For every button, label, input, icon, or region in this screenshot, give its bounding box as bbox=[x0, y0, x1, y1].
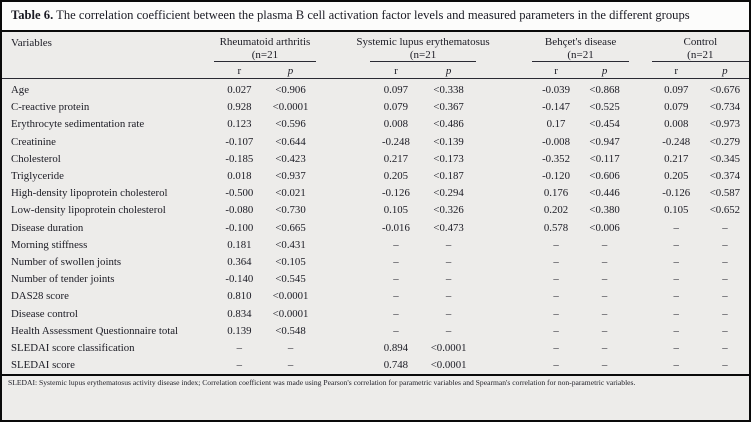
column-gap bbox=[629, 288, 652, 305]
r-value: -0.080 bbox=[225, 204, 254, 217]
r-value: – bbox=[553, 324, 559, 337]
p-value: – bbox=[445, 256, 452, 269]
p-value: <0.345 bbox=[709, 152, 741, 165]
r-column-header: r bbox=[652, 62, 701, 79]
column-gap bbox=[316, 79, 370, 100]
group-name: Control bbox=[683, 36, 718, 48]
table-row bbox=[2, 306, 749, 323]
table-row bbox=[2, 99, 749, 116]
p-value: <0.0001 bbox=[430, 342, 467, 355]
column-gap bbox=[629, 168, 652, 185]
group-n: (n=21 bbox=[687, 48, 714, 61]
p-value: <0.374 bbox=[709, 170, 741, 183]
p-value: <0.545 bbox=[275, 273, 306, 286]
column-gap bbox=[629, 357, 652, 374]
table-row bbox=[2, 271, 749, 288]
column-gap bbox=[629, 220, 652, 237]
r-value: 0.834 bbox=[227, 307, 252, 320]
table-title-text: The correlation coefficient between the plasma B cell activation factor levels and measured parameters in the different groups bbox=[53, 8, 690, 22]
p-value: <0.676 bbox=[709, 84, 741, 96]
r-value: -0.500 bbox=[225, 187, 254, 200]
r-value: – bbox=[673, 221, 679, 234]
group-header-rheumatoid-arthritis bbox=[214, 32, 316, 62]
p-value: – bbox=[287, 342, 294, 355]
r-value: – bbox=[393, 273, 399, 286]
table-row bbox=[2, 151, 749, 168]
table-row bbox=[2, 323, 749, 340]
column-gap bbox=[316, 288, 370, 305]
table-row bbox=[2, 237, 749, 254]
variables-column-header: Variables bbox=[2, 32, 214, 79]
r-value: -0.126 bbox=[662, 187, 691, 200]
r-value: 0.205 bbox=[664, 170, 689, 183]
column-gap bbox=[629, 116, 652, 133]
column-gap bbox=[629, 32, 652, 62]
table-row bbox=[2, 168, 749, 185]
p-value: <0.548 bbox=[275, 324, 306, 337]
column-gap bbox=[316, 357, 370, 374]
column-gap bbox=[476, 357, 532, 374]
column-gap bbox=[476, 62, 532, 79]
column-gap bbox=[476, 340, 532, 357]
variable-label: Number of tender joints bbox=[11, 273, 115, 286]
r-value: 0.217 bbox=[664, 152, 689, 165]
r-value: – bbox=[673, 324, 679, 337]
p-value: – bbox=[722, 359, 728, 372]
column-gap bbox=[476, 237, 532, 254]
p-value: – bbox=[601, 290, 608, 303]
group-header-systemic-lupus-erythematosus bbox=[356, 32, 490, 62]
group-n: (n=21 bbox=[567, 48, 594, 61]
r-value: – bbox=[553, 359, 559, 372]
p-value: <0.423 bbox=[275, 152, 306, 165]
column-gap bbox=[316, 323, 370, 340]
column-gap bbox=[476, 116, 532, 133]
column-gap bbox=[629, 237, 652, 254]
variable-label: Disease control bbox=[11, 307, 78, 320]
table-footnote: SLEDAI: Systemic lupus erythematosus activity disease index; Correlation coefficient was made using Pearson's correlation for parametric variables and Spearman's correlation for non-parametric variables. bbox=[2, 374, 749, 391]
r-value: 0.105 bbox=[383, 204, 409, 217]
p-value: <0.326 bbox=[433, 204, 464, 217]
p-value: <0.937 bbox=[275, 170, 306, 183]
column-gap bbox=[316, 99, 370, 116]
r-value: 0.027 bbox=[227, 84, 252, 96]
p-value: – bbox=[445, 290, 452, 303]
p-value: <0.587 bbox=[709, 187, 741, 200]
r-value: 0.018 bbox=[227, 170, 252, 183]
column-gap bbox=[629, 306, 652, 323]
r-value: 0.105 bbox=[664, 204, 689, 217]
variable-label: High-density lipoprotein cholesterol bbox=[11, 187, 168, 200]
column-gap bbox=[476, 288, 532, 305]
p-value: <0.279 bbox=[709, 135, 741, 148]
p-value: <0.730 bbox=[275, 204, 306, 217]
r-value: 0.079 bbox=[383, 101, 409, 114]
p-value: – bbox=[601, 324, 608, 337]
r-value: -0.016 bbox=[381, 221, 410, 234]
p-value: <0.652 bbox=[709, 204, 741, 217]
column-gap bbox=[476, 79, 532, 100]
p-value: – bbox=[722, 290, 728, 303]
r-value: 0.123 bbox=[227, 118, 252, 131]
correlation-table bbox=[2, 32, 749, 374]
column-gap bbox=[316, 62, 370, 79]
variable-label: SLEDAI score classification bbox=[11, 342, 135, 355]
table-row bbox=[2, 254, 749, 271]
p-value: <0.105 bbox=[275, 256, 306, 269]
column-gap bbox=[316, 134, 370, 151]
p-value: – bbox=[601, 359, 608, 372]
column-gap bbox=[476, 271, 532, 288]
column-gap bbox=[476, 220, 532, 237]
column-gap bbox=[476, 306, 532, 323]
r-value: -0.120 bbox=[542, 170, 570, 183]
table-row bbox=[2, 116, 749, 133]
r-value: – bbox=[673, 342, 679, 355]
group-name: Systemic lupus erythematosus bbox=[356, 36, 490, 48]
r-value: -0.107 bbox=[225, 135, 254, 148]
p-value: <0.644 bbox=[275, 135, 306, 148]
variable-label: Creatinine bbox=[11, 135, 56, 148]
r-value: -0.352 bbox=[542, 152, 570, 165]
column-gap bbox=[629, 134, 652, 151]
r-value: -0.185 bbox=[225, 152, 254, 165]
variable-label: Number of swollen joints bbox=[11, 256, 122, 269]
p-value: <0.380 bbox=[589, 204, 620, 217]
p-value: – bbox=[445, 238, 452, 251]
p-value: <0.734 bbox=[709, 101, 741, 114]
p-value: – bbox=[445, 307, 452, 320]
column-gap bbox=[316, 151, 370, 168]
table-number-label: Table 6. bbox=[11, 8, 54, 22]
table-row bbox=[2, 185, 749, 202]
table-row bbox=[2, 220, 749, 237]
group-name: Behçet's disease bbox=[544, 36, 617, 48]
column-gap bbox=[316, 116, 370, 133]
p-value: – bbox=[445, 324, 452, 337]
p-value: <0.173 bbox=[433, 152, 464, 165]
p-value: – bbox=[287, 359, 294, 372]
r-value: 0.008 bbox=[664, 118, 689, 131]
r-value: – bbox=[393, 290, 399, 303]
r-value: 0.202 bbox=[543, 204, 569, 217]
r-value: – bbox=[393, 238, 399, 251]
r-value: 0.139 bbox=[227, 324, 252, 337]
table-row bbox=[2, 288, 749, 305]
column-gap bbox=[629, 271, 652, 288]
p-column-header: p bbox=[580, 62, 629, 79]
p-value: <0.021 bbox=[275, 187, 306, 200]
r-value: 0.079 bbox=[664, 101, 689, 114]
p-value: <0.486 bbox=[433, 118, 464, 131]
column-gap bbox=[476, 254, 532, 271]
r-value: 0.810 bbox=[227, 290, 252, 303]
r-value: – bbox=[553, 238, 559, 251]
column-gap bbox=[629, 99, 652, 116]
variable-label: SLEDAI score bbox=[11, 359, 75, 372]
p-value: <0.596 bbox=[275, 118, 306, 131]
r-value: -0.147 bbox=[542, 101, 570, 114]
r-value: 0.181 bbox=[227, 238, 252, 251]
column-gap bbox=[476, 151, 532, 168]
column-gap bbox=[476, 168, 532, 185]
variable-label: Triglyceride bbox=[11, 170, 64, 183]
p-value: – bbox=[601, 273, 608, 286]
p-column-header: p bbox=[422, 62, 476, 79]
variable-label: C-reactive protein bbox=[11, 101, 90, 114]
table-body bbox=[2, 79, 749, 375]
p-value: <0.868 bbox=[589, 84, 620, 96]
p-column-header: p bbox=[265, 62, 316, 79]
r-value: 0.894 bbox=[383, 342, 409, 355]
r-value: – bbox=[553, 256, 559, 269]
p-value: <0.187 bbox=[433, 170, 464, 183]
variable-label: Health Assessment Questionnaire total bbox=[11, 324, 179, 337]
group-n: (n=21 bbox=[409, 48, 437, 61]
p-value: <0.947 bbox=[589, 135, 620, 148]
group-header-behcets-disease bbox=[532, 32, 629, 62]
column-gap bbox=[629, 323, 652, 340]
p-value: – bbox=[722, 256, 728, 269]
r-value: – bbox=[673, 359, 679, 372]
p-value: <0.665 bbox=[275, 221, 306, 234]
p-value: – bbox=[722, 221, 728, 234]
r-value: 0.578 bbox=[543, 221, 569, 234]
p-value: <0.454 bbox=[589, 118, 620, 131]
variable-label: Low-density lipoprotein cholesterol bbox=[11, 204, 166, 217]
table-row bbox=[2, 340, 749, 357]
column-gap bbox=[476, 323, 532, 340]
r-value: – bbox=[673, 290, 679, 303]
r-value: – bbox=[553, 307, 559, 320]
column-gap bbox=[316, 340, 370, 357]
p-value: <0.606 bbox=[589, 170, 620, 183]
table-row bbox=[2, 79, 749, 100]
r-value: -0.126 bbox=[381, 187, 410, 200]
r-value: – bbox=[553, 290, 559, 303]
p-value: <0.473 bbox=[433, 221, 464, 234]
table-row bbox=[2, 134, 749, 151]
r-value: – bbox=[673, 307, 679, 320]
r-value: -0.248 bbox=[662, 135, 691, 148]
p-value: <0.294 bbox=[433, 187, 464, 200]
p-value: <0.906 bbox=[275, 84, 306, 96]
column-gap bbox=[316, 185, 370, 202]
r-value: 0.217 bbox=[383, 152, 409, 165]
p-value: – bbox=[722, 238, 728, 251]
p-value: <0.973 bbox=[709, 118, 741, 131]
variable-label: DAS28 score bbox=[11, 290, 69, 303]
r-column-header: r bbox=[370, 62, 421, 79]
p-value: <0.0001 bbox=[272, 290, 309, 303]
p-value: – bbox=[601, 307, 608, 320]
variable-label: Age bbox=[11, 84, 29, 96]
p-value: – bbox=[722, 307, 728, 320]
r-value: 0.17 bbox=[546, 118, 566, 131]
p-value: <0.0001 bbox=[272, 307, 309, 320]
p-value: <0.139 bbox=[433, 135, 464, 148]
group-n: (n=21 bbox=[251, 48, 279, 61]
column-gap bbox=[629, 185, 652, 202]
p-value: <0.338 bbox=[433, 84, 464, 96]
r-value: 0.205 bbox=[383, 170, 409, 183]
r-value: -0.248 bbox=[381, 135, 410, 148]
r-value: 0.176 bbox=[543, 187, 569, 200]
column-gap bbox=[316, 168, 370, 185]
p-value: – bbox=[722, 342, 728, 355]
p-value: <0.431 bbox=[275, 238, 306, 251]
column-gap bbox=[476, 99, 532, 116]
r-value: – bbox=[673, 273, 679, 286]
r-value: – bbox=[393, 324, 399, 337]
p-value: <0.0001 bbox=[430, 359, 467, 372]
column-gap bbox=[316, 220, 370, 237]
r-value: 0.097 bbox=[664, 84, 689, 96]
p-value: – bbox=[601, 342, 608, 355]
r-value: -0.140 bbox=[225, 273, 254, 286]
variable-label: Cholesterol bbox=[11, 152, 61, 165]
column-gap bbox=[629, 202, 652, 219]
r-column-header: r bbox=[214, 62, 265, 79]
r-value: – bbox=[393, 256, 399, 269]
r-value: -0.100 bbox=[225, 221, 254, 234]
table-header bbox=[2, 32, 749, 79]
group-header-row bbox=[2, 32, 749, 62]
p-value: <0.446 bbox=[589, 187, 620, 200]
r-value: – bbox=[553, 342, 559, 355]
r-value: – bbox=[673, 238, 679, 251]
r-value: 0.364 bbox=[227, 256, 252, 269]
group-header-control bbox=[652, 32, 749, 62]
p-value: – bbox=[722, 324, 728, 337]
r-value: – bbox=[393, 307, 399, 320]
r-value: 0.748 bbox=[383, 359, 409, 372]
variable-label: Erythrocyte sedimentation rate bbox=[11, 118, 145, 131]
p-value: – bbox=[601, 256, 608, 269]
table-row bbox=[2, 357, 749, 374]
column-gap bbox=[316, 254, 370, 271]
column-gap bbox=[316, 202, 370, 219]
r-value: – bbox=[236, 342, 243, 355]
column-gap bbox=[476, 134, 532, 151]
r-value: 0.928 bbox=[227, 101, 252, 114]
table-row bbox=[2, 202, 749, 219]
column-gap bbox=[629, 254, 652, 271]
column-gap bbox=[476, 202, 532, 219]
p-value: <0.367 bbox=[433, 101, 464, 114]
p-column-header: p bbox=[701, 62, 749, 79]
column-gap bbox=[629, 62, 652, 79]
variable-label: Disease duration bbox=[11, 221, 84, 234]
r-value: – bbox=[236, 359, 243, 372]
r-value: 0.008 bbox=[383, 118, 409, 131]
p-value: <0.117 bbox=[589, 152, 620, 165]
group-name: Rheumatoid arthritis bbox=[219, 36, 311, 48]
column-gap bbox=[629, 340, 652, 357]
column-gap bbox=[316, 271, 370, 288]
r-value: 0.097 bbox=[383, 84, 409, 96]
p-value: <0.525 bbox=[589, 101, 620, 114]
column-gap bbox=[629, 79, 652, 100]
column-gap bbox=[476, 185, 532, 202]
column-gap bbox=[316, 306, 370, 323]
p-value: <0.0001 bbox=[272, 101, 309, 114]
p-value: <0.006 bbox=[589, 221, 620, 234]
table-title bbox=[2, 2, 749, 32]
column-gap bbox=[629, 151, 652, 168]
r-value: -0.008 bbox=[542, 135, 570, 148]
r-value: -0.039 bbox=[542, 84, 570, 96]
r-value: – bbox=[553, 273, 559, 286]
p-value: – bbox=[601, 238, 608, 251]
r-column-header: r bbox=[532, 62, 580, 79]
p-value: – bbox=[445, 273, 452, 286]
variable-label: Morning stiffness bbox=[11, 238, 88, 251]
column-gap bbox=[316, 237, 370, 254]
p-value: – bbox=[722, 273, 728, 286]
r-value: – bbox=[673, 256, 679, 269]
